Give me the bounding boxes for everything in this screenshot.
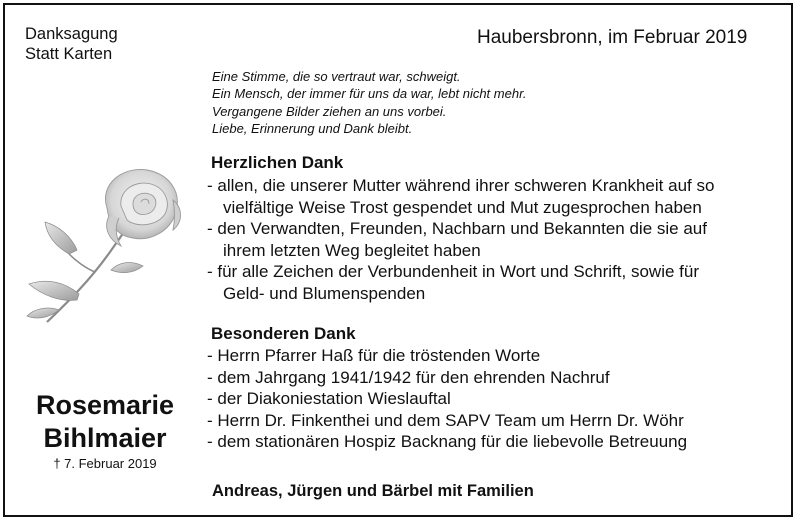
thanks-list <box>207 175 714 305</box>
special-thanks-line: - der Diakoniestation Wieslauftal <box>207 389 451 409</box>
special-thanks-line: - Herrn Pfarrer Haß für die tröstenden Worte <box>207 346 541 365</box>
poem-line: Eine Stimme, die so vertraut war, schweigt. <box>212 69 461 84</box>
notice-type-line: Statt Karten <box>25 45 113 63</box>
poem-line: Ein Mensch, der immer für uns da war, lebt nicht mehr. <box>212 86 527 102</box>
poem <box>212 68 527 137</box>
special-thanks-line: - dem stationären Hospiz Backnang für die liebevolle Betreuung <box>207 432 688 452</box>
special-thanks-heading: Besonderen Dank <box>211 324 356 343</box>
notice-type-line: Danksagung <box>25 25 118 43</box>
poem-line: Liebe, Erinnerung und Dank bleibt. <box>212 120 413 136</box>
thanks-line: - allen, die unserer Mutter während ihrer schweren Krankheit auf so <box>207 176 715 195</box>
thanks-line: - den Verwandten, Freunden, Nachbarn und Bekannten die sie auf <box>207 219 707 239</box>
special-thanks-list <box>207 345 687 453</box>
thanks-heading: Herzlichen Dank <box>211 153 344 172</box>
deceased-first-name: Rosemarie <box>35 390 175 420</box>
signature: Andreas, Jürgen und Bärbel mit Familien <box>212 482 534 500</box>
rose-illustration <box>25 160 195 330</box>
thanks-line: vielfältige Weise Trost gespendet und Mut zugesprochen haben <box>223 197 702 217</box>
death-date: † 7. Februar 2019 <box>53 456 157 471</box>
deceased-last-name: Bihlmaier <box>43 423 167 453</box>
place-date: Haubersbronn, im Februar 2019 <box>477 27 748 48</box>
thanks-line: - für alle Zeichen der Verbundenheit in Wort und Schrift, sowie für <box>207 262 699 282</box>
thanks-line: ihrem letzten Weg begleitet haben <box>223 240 481 260</box>
special-thanks-line: - dem Jahrgang 1941/1942 für den ehrenden Nachruf <box>207 367 610 387</box>
poem-line: Vergangene Bilder ziehen an uns vorbei. <box>212 103 447 119</box>
thanks-line: Geld- und Blumenspenden <box>223 283 426 303</box>
notice-type <box>25 24 118 64</box>
special-thanks-line: - Herrn Dr. Finkenthei und dem SAPV Team um Herrn Dr. Wöhr <box>207 410 684 430</box>
